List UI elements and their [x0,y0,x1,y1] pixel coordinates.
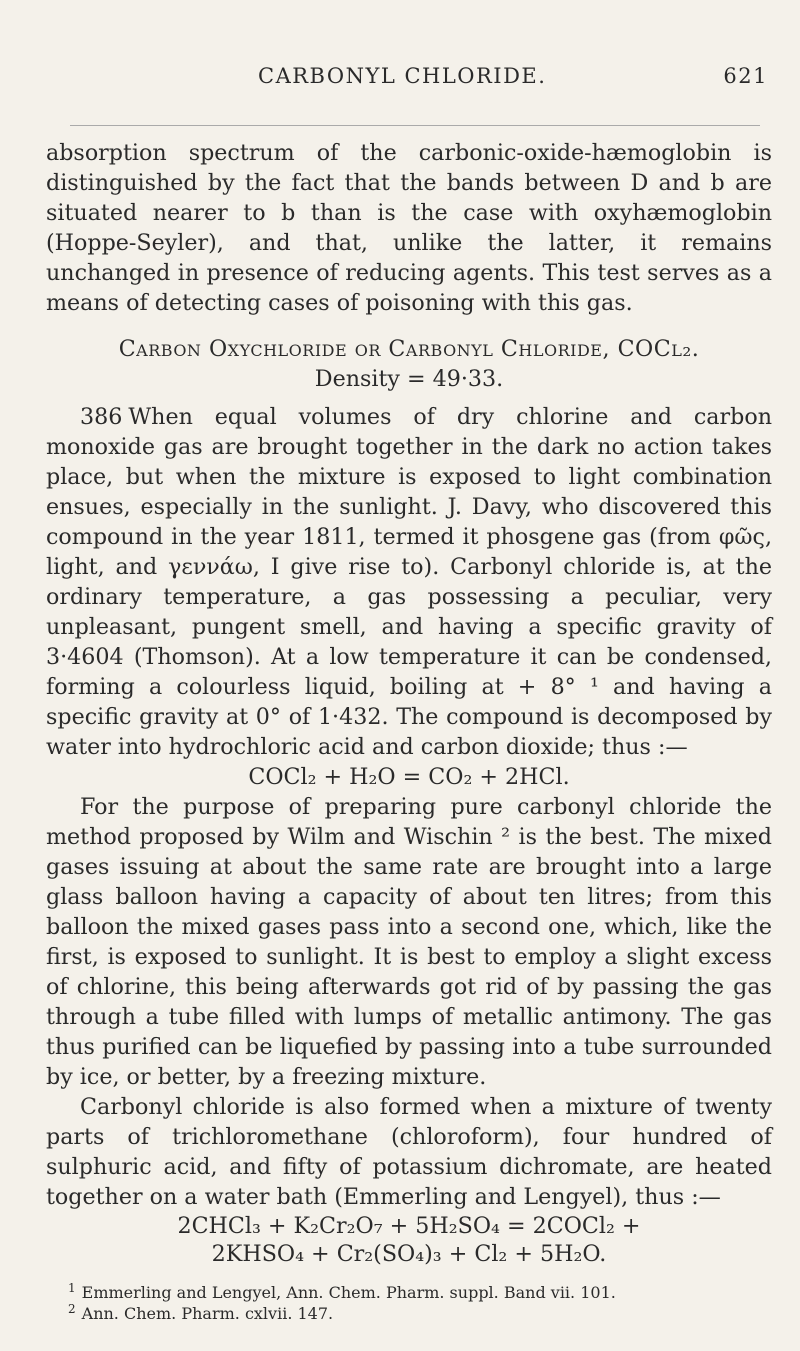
density-line: Density = 49·33. [314,366,504,392]
paragraph-386 [46,402,772,762]
footnote-marker: 1 [68,1280,76,1295]
footnote-text: Emmerling and Lengyel, Ann. Chem. Pharm. suppl. Band vii. 101. [81,1283,616,1302]
equation-chloroform-line1: 2CHCl₃ + K₂Cr₂O₇ + 5H₂SO₄ = 2COCl₂ + [177,1213,641,1239]
section-heading: Carbon Oxychloride or Carbonyl Chloride, COCl₂. [118,336,700,362]
paragraph-preparation: For the purpose of preparing pure carbonyl chloride the method proposed by Wilm and Wischin ² is the best. The mixed gases issuing at about the same rate are brought into a large glass balloon having a capacity of about ten litres; from this balloon the mixed gases pass into a second one, which, like the first, is exposed to sunlight. It is best to employ a slight excess of chlorine, this being afterwards got rid of by passing the gas through a tube filled with lumps of metallic antimony. The gas thus purified can be liquefied by passing into a tube surrounded by ice, or better, by a freezing mixture. [46,794,772,1090]
footnotes [68,1282,768,1324]
running-title: CARBONYL CHLORIDE. [258,64,547,88]
page-number: 621 [723,64,768,88]
paragraph-386-text: When equal volumes of dry chlorine and carbon monoxide gas are brought together in the dark no action takes place, but when the mixture is exposed to light combination ensues, especially in the sunlight. J. Davy, who discovered this compound in the year 1811, termed it phosgene gas (from φῶς, light, and γεννάω, I give rise to). Carbonyl chloride is, at the ordinary temperature, a gas possessing a peculiar, very unpleasant, pungent smell, and having a specific gravity of 3·4604 (Thomson). At a low temperature it can be condensed, forming a colourless liquid, boiling at + 8° ¹ and having a specific gravity at 0° of 1·432. The compound is decomposed by water into hydrochloric acid and carbon dioxide; thus :— [46,404,772,760]
footnote-1 [68,1282,768,1303]
equation-hydrolysis: COCl₂ + H₂O = CO₂ + 2HCl. [248,764,570,790]
footnote-marker: 2 [68,1301,76,1316]
header-rule [70,125,760,126]
paragraph-continued: absorption spectrum of the carbonic-oxide-hæmoglobin is distinguished by the fact that the bands between D and b are situated nearer to b than is the case with oxyhæmoglobin (Hoppe-Seyler), and that, unlike the latter, it remains unchanged in presence of reducing agents. This test serves as a means of detecting cases of poisoning with this gas. [46,140,772,316]
body-text [46,138,772,1268]
paragraph-number: 386 [80,404,123,430]
footnote-text: Ann. Chem. Pharm. cxlvii. 147. [81,1304,334,1323]
equation-chloroform-line2: 2KHSO₄ + Cr₂(SO₄)₃ + Cl₂ + 5H₂O. [211,1241,607,1267]
paragraph-chloroform-method: Carbonyl chloride is also formed when a mixture of twenty parts of trichloromethane (chloroform), four hundred of sulphuric acid, and fifty of potassium dichromate, are heated together on a water bath (Emmerling and Lengyel), thus :— [46,1094,772,1210]
footnote-2 [68,1303,768,1324]
